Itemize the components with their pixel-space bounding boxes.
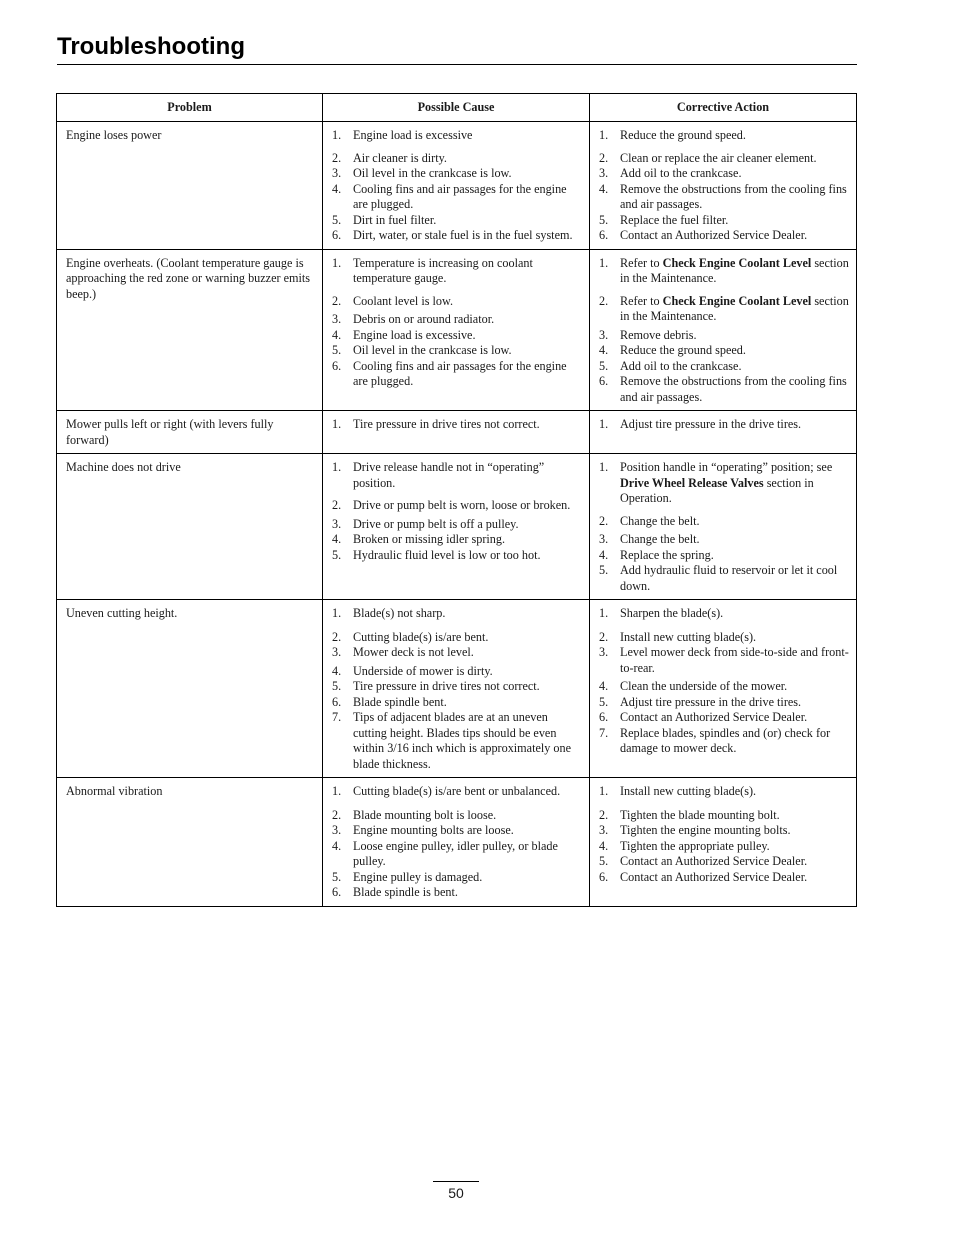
list-item xyxy=(599,695,851,711)
action-text: Replace the spring. xyxy=(620,547,714,562)
header-possible-cause: Possible Cause xyxy=(323,94,590,122)
possible-cause-cell xyxy=(323,411,590,454)
page-title: Troubleshooting xyxy=(57,33,245,60)
header-problem: Problem xyxy=(57,94,323,122)
action-text: Contact an Authorized Service Dealer. xyxy=(620,854,808,868)
list-item xyxy=(332,823,584,839)
possible-cause-cell xyxy=(323,122,590,250)
table-row xyxy=(57,454,857,600)
action-text: Reduce the ground speed. xyxy=(620,128,746,142)
item-number: 1. xyxy=(599,606,609,620)
item-number: 4. xyxy=(332,663,342,678)
list-item xyxy=(599,645,851,676)
cause-text: Broken or missing idler spring. xyxy=(353,532,505,546)
item-number: 6. xyxy=(599,228,609,242)
corrective-action-cell xyxy=(590,778,857,907)
action-text: Add hydraulic fluid to reservoir or let it cool down. xyxy=(620,563,838,593)
action-text: Sharpen the blade(s). xyxy=(620,606,724,620)
list-item xyxy=(599,256,851,287)
cause-text: Loose engine pulley, idler pulley, or blade pulley. xyxy=(353,838,558,868)
item-number: 2. xyxy=(332,629,342,644)
list-item xyxy=(599,784,851,800)
list-item xyxy=(599,854,851,870)
troubleshooting-table xyxy=(56,93,857,907)
action-list xyxy=(599,784,851,885)
item-number: 1. xyxy=(599,784,609,798)
list-item xyxy=(332,548,584,564)
item-number: 6. xyxy=(332,358,342,373)
item-number: 6. xyxy=(332,228,342,242)
cause-text: Drive release handle not in “operating” position. xyxy=(353,460,545,490)
list-item xyxy=(332,328,584,344)
corrective-action-cell xyxy=(590,122,857,250)
corrective-action-cell xyxy=(590,600,857,778)
list-item xyxy=(599,606,851,622)
cause-text: Drive or pump belt is off a pulley. xyxy=(353,516,519,531)
list-item xyxy=(332,532,584,548)
list-item xyxy=(332,343,584,359)
list-item xyxy=(599,563,851,594)
list-item xyxy=(332,606,584,622)
cause-text: Drive or pump belt is worn, loose or broken. xyxy=(353,498,571,512)
cause-text: Oil level in the crankcase is low. xyxy=(353,343,512,357)
list-item xyxy=(599,630,851,646)
list-item xyxy=(599,128,851,144)
list-item xyxy=(332,312,584,328)
item-number: 1. xyxy=(599,128,609,142)
item-number: 1. xyxy=(332,460,342,474)
list-item xyxy=(599,823,851,839)
action-text: Change the belt. xyxy=(620,513,700,528)
table-row xyxy=(57,778,857,907)
list-item xyxy=(599,417,851,433)
list-item xyxy=(332,645,584,661)
item-number: 4. xyxy=(332,838,342,853)
item-number: 1. xyxy=(332,255,342,270)
item-number: 7. xyxy=(599,725,609,740)
list-item xyxy=(332,784,584,800)
item-number: 5. xyxy=(599,358,609,373)
list-item xyxy=(332,256,584,287)
item-number: 2. xyxy=(332,807,342,822)
action-text: Reduce the ground speed. xyxy=(620,343,746,357)
action-text: Clean or replace the air cleaner element. xyxy=(620,150,817,165)
item-number: 1. xyxy=(599,460,609,474)
list-item xyxy=(599,839,851,855)
action-text-post: section in the Maintenance. xyxy=(620,255,849,285)
cause-text: Hydraulic fluid level is low or too hot. xyxy=(353,547,541,562)
item-number: 4. xyxy=(599,547,609,562)
action-text xyxy=(620,294,851,325)
page-number: 50 xyxy=(448,1185,464,1201)
possible-cause-cell xyxy=(323,600,590,778)
table-row xyxy=(57,411,857,454)
action-text-post: section in the Maintenance. xyxy=(620,293,849,323)
cause-text: Engine mounting bolts are loose. xyxy=(353,823,514,837)
item-number: 6. xyxy=(599,710,609,724)
list-item xyxy=(599,460,851,507)
action-text: Replace blades, spindles and (or) check for damage to mower deck. xyxy=(620,725,831,755)
list-item xyxy=(599,679,851,695)
problem-cell: Uneven cutting height. xyxy=(57,600,323,778)
item-number: 3. xyxy=(332,645,342,659)
action-text: Remove the obstructions from the cooling fins and air passages. xyxy=(620,181,847,211)
item-number: 1. xyxy=(332,417,342,431)
item-number: 5. xyxy=(599,854,609,868)
list-item xyxy=(332,417,584,433)
item-number: 4. xyxy=(332,181,342,196)
list-item xyxy=(332,498,584,514)
list-item xyxy=(599,532,851,548)
problem-cell: Engine loses power xyxy=(57,122,323,250)
cause-text: Temperature is increasing on coolant temperature gauge. xyxy=(353,255,533,285)
action-list xyxy=(599,128,851,244)
item-number: 4. xyxy=(599,838,609,853)
cause-text: Cutting blade(s) is/are bent or unbalanced. xyxy=(353,784,561,798)
item-number: 5. xyxy=(332,679,342,693)
action-text-pre: Refer to xyxy=(620,293,663,308)
cause-text: Tire pressure in drive tires not correct. xyxy=(353,417,540,431)
list-item xyxy=(599,726,851,757)
action-text: Tighten the engine mounting bolts. xyxy=(620,823,791,837)
item-number: 3. xyxy=(599,532,609,546)
item-number: 2. xyxy=(332,150,342,165)
list-item xyxy=(332,182,584,213)
item-number: 4. xyxy=(332,532,342,546)
list-item xyxy=(599,870,851,886)
item-number: 1. xyxy=(332,128,342,142)
item-number: 3. xyxy=(599,166,609,180)
cause-text: Dirt in fuel filter. xyxy=(353,212,437,227)
item-number: 3. xyxy=(332,823,342,837)
list-item xyxy=(332,228,584,244)
cause-list xyxy=(332,417,584,433)
list-item xyxy=(332,151,584,167)
item-number: 5. xyxy=(332,547,342,562)
cause-text: Tire pressure in drive tires not correct. xyxy=(353,679,540,693)
cause-text: Air cleaner is dirty. xyxy=(353,150,447,165)
item-number: 5. xyxy=(332,343,342,357)
list-item xyxy=(332,885,584,901)
cause-list xyxy=(332,606,584,772)
action-text: Install new cutting blade(s). xyxy=(620,784,757,798)
possible-cause-cell xyxy=(323,249,590,411)
list-item xyxy=(332,213,584,229)
item-number: 2. xyxy=(599,293,609,308)
title-rule xyxy=(57,64,857,65)
item-number: 5. xyxy=(599,212,609,227)
list-item xyxy=(332,460,584,491)
list-item xyxy=(332,679,584,695)
action-text: Contact an Authorized Service Dealer. xyxy=(620,869,808,884)
cause-text: Dirt, water, or stale fuel is in the fuel system. xyxy=(353,228,573,242)
cause-text: Blade mounting bolt is loose. xyxy=(353,807,497,822)
action-text: Add oil to the crankcase. xyxy=(620,166,742,180)
list-item xyxy=(599,328,851,344)
action-text: Tighten the appropriate pulley. xyxy=(620,838,770,853)
action-text xyxy=(620,256,851,287)
item-number: 1. xyxy=(332,606,342,620)
item-number: 5. xyxy=(332,869,342,884)
list-item xyxy=(599,514,851,530)
item-number: 2. xyxy=(332,293,342,308)
item-number: 5. xyxy=(332,212,342,227)
action-text: Remove debris. xyxy=(620,327,697,342)
cause-text: Coolant level is low. xyxy=(353,293,454,308)
item-number: 4. xyxy=(599,343,609,357)
action-text: Clean the underside of the mower. xyxy=(620,679,788,693)
action-text: Contact an Authorized Service Dealer. xyxy=(620,710,808,724)
list-item xyxy=(599,808,851,824)
possible-cause-cell xyxy=(323,454,590,600)
possible-cause-cell xyxy=(323,778,590,907)
list-item xyxy=(332,166,584,182)
action-list xyxy=(599,460,851,594)
list-item xyxy=(332,870,584,886)
list-item xyxy=(599,151,851,167)
action-text-pre: Position handle in “operating” position; see xyxy=(620,460,833,474)
item-number: 6. xyxy=(599,374,609,388)
action-list xyxy=(599,256,851,406)
cause-list xyxy=(332,784,584,901)
item-number: 4. xyxy=(599,181,609,196)
action-text: Change the belt. xyxy=(620,532,700,546)
section-reference: Drive Wheel Release Valves xyxy=(620,475,764,490)
item-number: 2. xyxy=(599,150,609,165)
action-text: Level mower deck from side-to-side and front-to-rear. xyxy=(620,645,849,675)
list-item xyxy=(332,359,584,390)
item-number: 6. xyxy=(599,869,609,884)
action-text: Tighten the blade mounting bolt. xyxy=(620,807,780,822)
problem-cell: Abnormal vibration xyxy=(57,778,323,907)
action-text: Adjust tire pressure in the drive tires. xyxy=(620,417,802,431)
item-number: 3. xyxy=(599,645,609,659)
table-header-row xyxy=(57,94,857,122)
list-item xyxy=(332,839,584,870)
cause-text: Blade(s) not sharp. xyxy=(353,606,446,620)
list-item xyxy=(332,710,584,772)
action-text-pre: Refer to xyxy=(620,255,663,270)
cause-text: Debris on or around radiator. xyxy=(353,312,495,326)
item-number: 4. xyxy=(332,327,342,342)
cause-text: Cooling fins and air passages for the engine are plugged. xyxy=(353,358,567,388)
cause-list xyxy=(332,128,584,244)
cause-text: Mower deck is not level. xyxy=(353,645,474,659)
list-item xyxy=(599,548,851,564)
header-corrective-action: Corrective Action xyxy=(590,94,857,122)
list-item xyxy=(599,374,851,405)
item-number: 1. xyxy=(599,255,609,270)
cause-text: Blade spindle bent. xyxy=(353,694,447,709)
list-item xyxy=(332,517,584,533)
action-list xyxy=(599,606,851,757)
action-text xyxy=(620,460,851,507)
table-row xyxy=(57,249,857,411)
list-item xyxy=(599,710,851,726)
item-number: 3. xyxy=(599,823,609,837)
action-text: Contact an Authorized Service Dealer. xyxy=(620,228,808,242)
item-number: 2. xyxy=(599,513,609,528)
list-item xyxy=(332,695,584,711)
cause-text: Underside of mower is dirty. xyxy=(353,663,493,678)
table-row xyxy=(57,600,857,778)
item-number: 1. xyxy=(332,784,342,798)
list-item xyxy=(332,128,584,144)
item-number: 3. xyxy=(332,516,342,531)
cause-text: Tips of adjacent blades are at an uneven cutting height. Blades tips should be even within 3/16 inch which is approximately one blade thickness. xyxy=(353,710,571,771)
list-item xyxy=(599,182,851,213)
section-reference: Check Engine Coolant Level xyxy=(662,255,812,270)
list-item xyxy=(599,343,851,359)
list-item xyxy=(599,166,851,182)
cause-text: Engine load is excessive. xyxy=(353,327,476,342)
item-number: 3. xyxy=(332,166,342,180)
cause-list xyxy=(332,256,584,390)
item-number: 2. xyxy=(332,498,342,512)
action-text-post: section in Operation. xyxy=(620,475,814,505)
problem-cell: Machine does not drive xyxy=(57,454,323,600)
action-list xyxy=(599,417,851,433)
section-reference: Check Engine Coolant Level xyxy=(662,293,812,308)
list-item xyxy=(599,359,851,375)
action-text: Install new cutting blade(s). xyxy=(620,629,757,644)
cause-list xyxy=(332,460,584,563)
cause-text: Oil level in the crankcase is low. xyxy=(353,166,512,180)
action-text: Adjust tire pressure in the drive tires. xyxy=(620,694,802,709)
cause-text: Cutting blade(s) is/are bent. xyxy=(353,629,489,644)
item-number: 5. xyxy=(599,563,609,577)
corrective-action-cell xyxy=(590,249,857,411)
item-number: 6. xyxy=(332,885,342,899)
item-number: 3. xyxy=(332,312,342,326)
cause-text: Blade spindle is bent. xyxy=(353,885,458,899)
item-number: 2. xyxy=(599,807,609,822)
corrective-action-cell xyxy=(590,411,857,454)
list-item xyxy=(599,294,851,325)
action-text: Remove the obstructions from the cooling fins and air passages. xyxy=(620,374,847,404)
corrective-action-cell xyxy=(590,454,857,600)
table-row xyxy=(57,122,857,250)
item-number: 7. xyxy=(332,710,342,724)
item-number: 2. xyxy=(599,629,609,644)
cause-text: Cooling fins and air passages for the engine are plugged. xyxy=(353,181,567,211)
list-item xyxy=(332,808,584,824)
list-item xyxy=(332,664,584,680)
list-item xyxy=(599,228,851,244)
cause-text: Engine pulley is damaged. xyxy=(353,869,483,884)
list-item xyxy=(599,213,851,229)
list-item xyxy=(332,294,584,310)
item-number: 1. xyxy=(599,417,609,431)
list-item xyxy=(332,630,584,646)
problem-cell: Engine overheats. (Coolant temperature gauge is approaching the red zone or warning buzzer emits beep.) xyxy=(57,249,323,411)
item-number: 3. xyxy=(599,327,609,342)
page-number-rule xyxy=(433,1181,479,1182)
cause-text: Engine load is excessive xyxy=(353,128,473,142)
item-number: 6. xyxy=(332,694,342,709)
item-number: 5. xyxy=(599,694,609,709)
action-text: Replace the fuel filter. xyxy=(620,212,729,227)
item-number: 4. xyxy=(599,679,609,693)
problem-cell: Mower pulls left or right (with levers fully forward) xyxy=(57,411,323,454)
action-text: Add oil to the crankcase. xyxy=(620,358,742,373)
